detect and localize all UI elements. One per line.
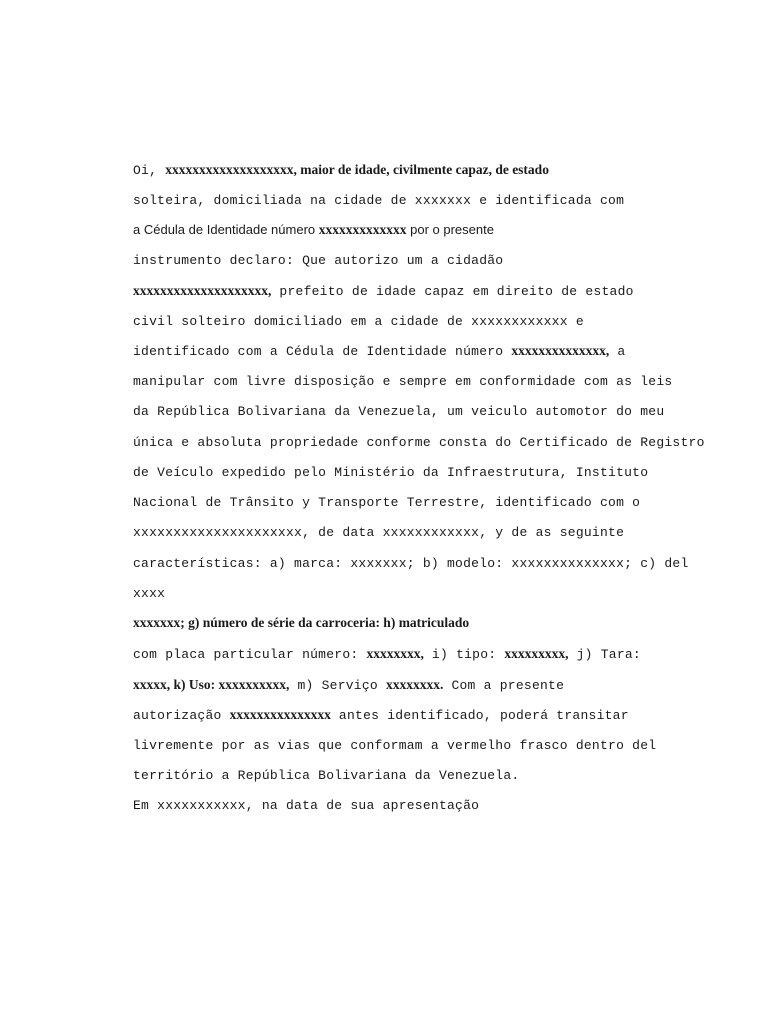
text-segment: da República Bolivariana da Venezuela, um veiculo automotor do meu bbox=[133, 404, 665, 419]
text-segment: xxxxxxxx, bbox=[366, 646, 424, 661]
text-segment: a bbox=[609, 344, 626, 359]
text-line bbox=[133, 190, 624, 210]
text-segment: xxxxxxxxx, bbox=[504, 646, 569, 661]
text-line bbox=[133, 371, 672, 391]
text-segment: j) Tara: bbox=[568, 647, 641, 662]
text-segment: a Cédula de Identidade número bbox=[133, 222, 319, 237]
text-segment: prefeito de idade capaz em direito de estado bbox=[271, 284, 634, 299]
text-segment: i) tipo: bbox=[423, 647, 505, 662]
text-segment: xxxxxxxxxxxxxxx bbox=[229, 707, 331, 722]
text-segment: xxxxxxx; g) número de série da carroceria: h) matriculado bbox=[133, 615, 470, 630]
text-segment: m) Serviço bbox=[289, 678, 387, 693]
text-line bbox=[133, 583, 165, 603]
text-line bbox=[133, 522, 624, 542]
text-segment: características: a) marca: xxxxxxx; b) modelo: xxxxxxxxxxxxxx; c) del bbox=[133, 556, 689, 571]
text-line bbox=[133, 492, 640, 512]
text-segment: identificado com a Cédula de Identidade número bbox=[133, 344, 512, 359]
text-segment: Em xxxxxxxxxxx, na data de sua apresentação bbox=[133, 798, 480, 813]
text-line bbox=[133, 160, 549, 180]
text-segment: única e absoluta propriedade conforme consta do Certificado de Registro bbox=[133, 435, 705, 450]
text-line bbox=[133, 735, 656, 755]
text-line bbox=[133, 613, 469, 633]
text-line bbox=[133, 432, 705, 452]
text-line bbox=[133, 644, 641, 664]
text-segment: antes identificado, poderá transitar bbox=[330, 708, 629, 723]
text-line bbox=[133, 462, 648, 482]
text-segment: Nacional de Trânsito y Transporte Terrestre, identificado com o bbox=[133, 495, 641, 510]
text-line bbox=[133, 341, 625, 361]
text-segment: território a República Bolivariana da Venezuela. bbox=[133, 768, 520, 783]
text-segment: xxxx bbox=[133, 586, 166, 601]
text-line bbox=[133, 765, 519, 785]
text-segment: manipular com livre disposição e sempre em conformidade com as leis bbox=[133, 374, 673, 389]
text-segment: de Veículo expedido pelo Ministério da Infraestrutura, Instituto bbox=[133, 465, 649, 480]
text-segment: xxxxxxxx. bbox=[386, 677, 444, 692]
text-segment: com placa particular número: bbox=[133, 647, 367, 662]
text-line bbox=[133, 250, 503, 270]
text-segment: autorização bbox=[133, 708, 230, 723]
text-segment: xxxxxxxxxxxxx bbox=[318, 222, 407, 237]
text-segment: Com a presente bbox=[443, 678, 565, 693]
text-line bbox=[133, 281, 634, 301]
text-line bbox=[133, 705, 629, 725]
text-segment: instrumento declaro: Que autorizo um a cidadão bbox=[133, 253, 504, 268]
text-line bbox=[133, 795, 479, 815]
text-segment: xxxxxxxxxxxxxx, bbox=[511, 343, 610, 358]
text-segment: xxxxx, k) Uso: xxxxxxxxxx, bbox=[133, 677, 290, 692]
text-segment: xxxxxxxxxxxxxxxxxxxxx, de data xxxxxxxxxxxx, y de as seguinte bbox=[133, 525, 625, 540]
text-segment: solteira, domiciliada na cidade de xxxxxxx e identificada com bbox=[133, 193, 625, 208]
text-line bbox=[133, 675, 564, 695]
text-segment: civil solteiro domiciliado em a cidade de xxxxxxxxxxxx e bbox=[133, 314, 584, 329]
text-segment: por o presente bbox=[406, 222, 494, 237]
text-line bbox=[133, 401, 664, 421]
text-line bbox=[133, 311, 584, 331]
text-line bbox=[133, 553, 689, 573]
text-segment: xxxxxxxxxxxxxxxxxxxx, bbox=[133, 283, 272, 298]
text-segment: Oi, bbox=[133, 163, 166, 178]
text-line bbox=[133, 220, 494, 240]
text-segment: livremente por as vias que conformam a vermelho frasco dentro del bbox=[133, 738, 657, 753]
text-segment: xxxxxxxxxxxxxxxxxxx, maior de idade, civilmente capaz, de estado bbox=[165, 162, 549, 177]
